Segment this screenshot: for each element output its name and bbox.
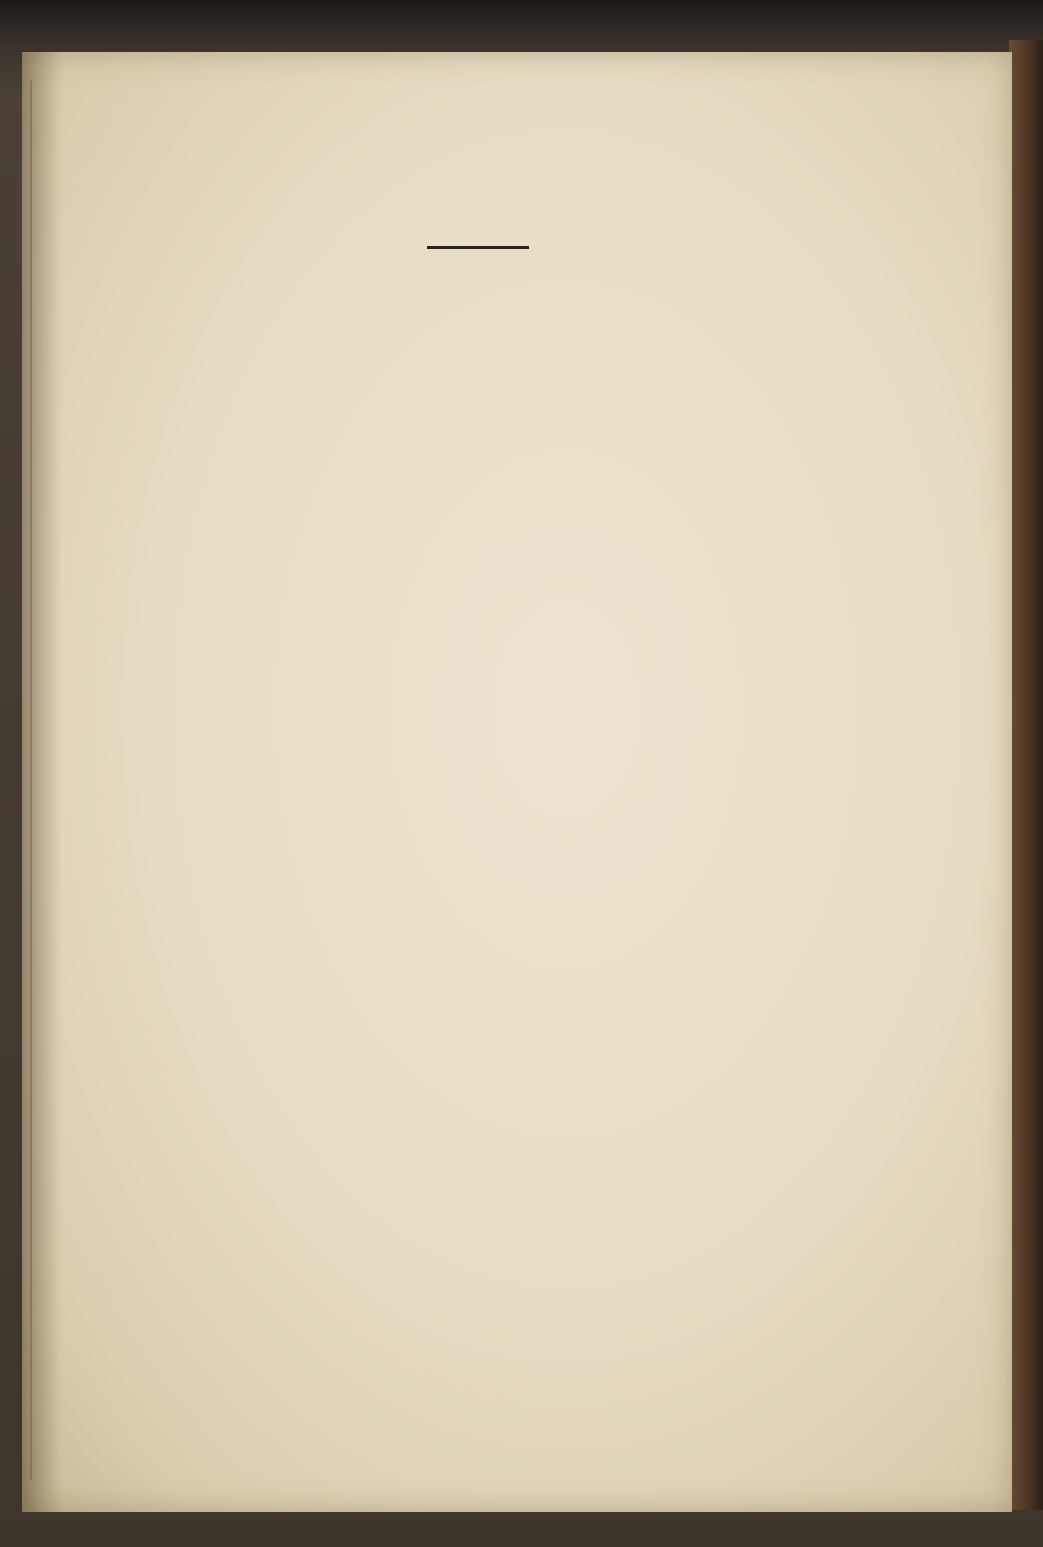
book-cover-edge	[1009, 40, 1043, 1510]
gutter-line	[30, 80, 32, 1480]
spine-shadow	[22, 52, 62, 1512]
section-divider	[427, 246, 529, 249]
book-page	[22, 52, 1012, 1512]
